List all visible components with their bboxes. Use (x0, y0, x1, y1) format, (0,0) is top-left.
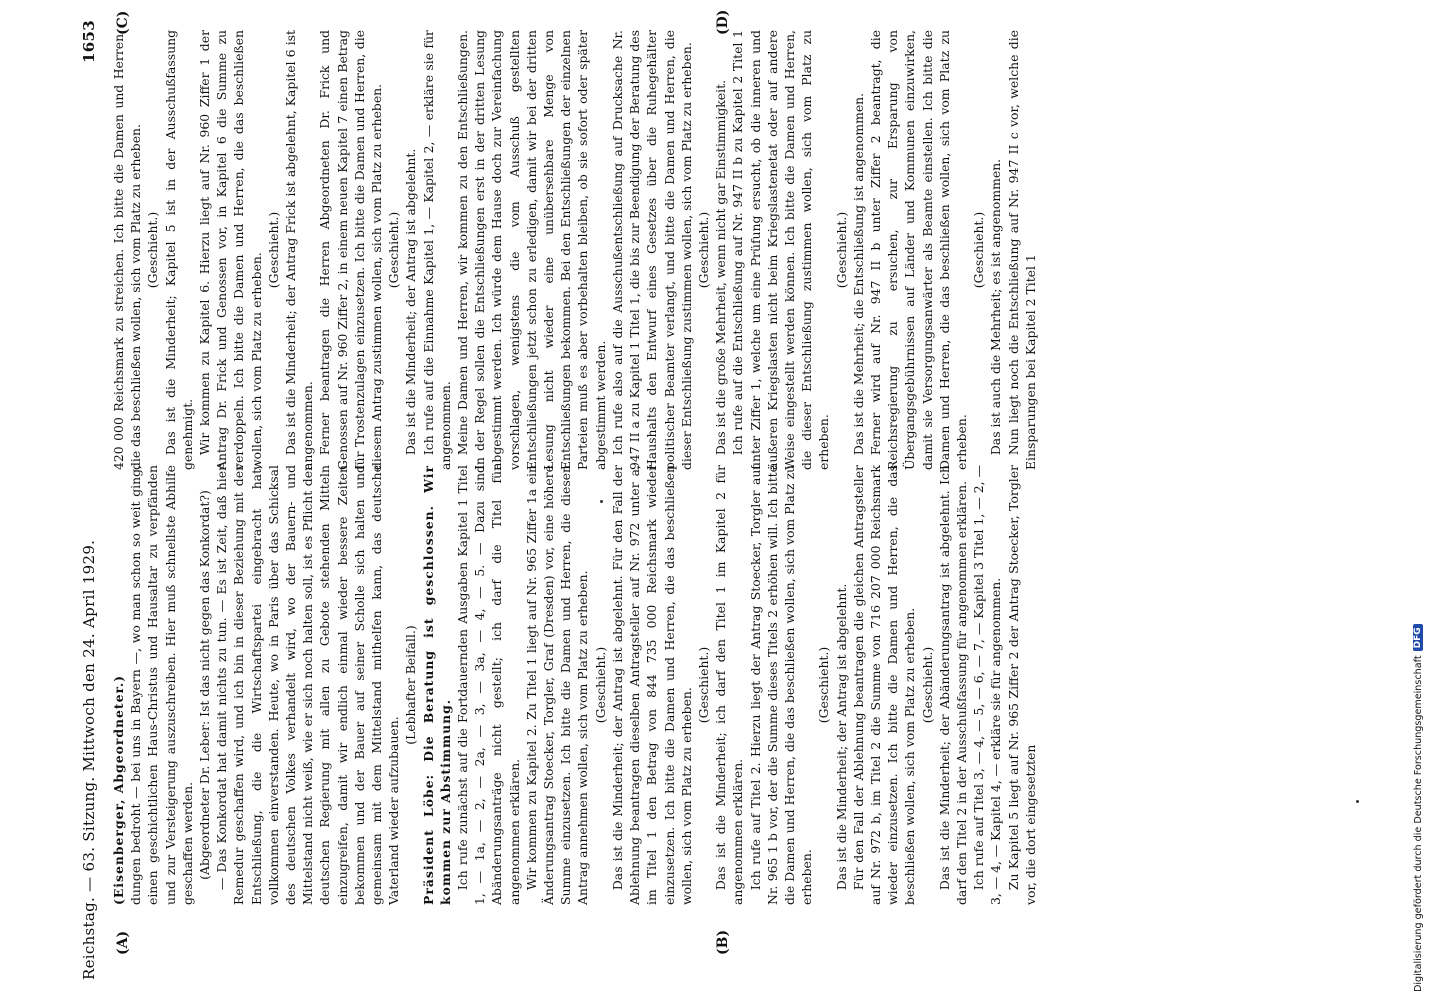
scan-speck (600, 500, 603, 503)
text-paragraph: Meine Damen und Herren, wir kommen zu den Entschließungen. In der Regel sollen die Entschließungen erst in der dritten Lesung abgestimmt werden. Ich würde dem Hause doch zur Vereinfachung vorschlagen, wenigstens die vom Ausschuß gestellten Entschließungen jetzt schon zu erledigen, damit wir bei der dritten Lesung nicht wieder eine unübersehbare Menge von Entschließungen bekommen. Bei den Entschließungen der einzelnen Parteien muß es aber vorbehalten bleiben, ob sie sofort oder später abgestimmt werden. (455, 30, 608, 470)
interjection-paragraph: (Geschieht.) (386, 211, 402, 289)
scan-speck (1356, 800, 1359, 803)
text-paragraph: Das ist die Minderheit; der Antrag ist abgelehnt. Für den Fall der Ablehnung beantragen dieselben Antragsteller auf Nr. 972 unter a, im Titel 1 den Betrag von 844 735 000 Reichsmark wieder einzusetzen. Ich bitte die Damen und Herren, die das beschließen wollen, sich vom Platz zu erheben. (609, 465, 694, 905)
interjection-paragraph: (Geschieht.) (971, 211, 987, 289)
dfg-logo: DFG (1413, 624, 1423, 651)
interjection-paragraph: (Geschieht.) (816, 646, 832, 724)
text-paragraph: Das ist auch die Mehrheit; es ist angenommen. (988, 158, 1004, 456)
interjection-paragraph: (Geschieht.) (695, 646, 711, 724)
speaker-paragraph: (Eisenberger, Abgeordneter.) (111, 674, 126, 905)
text-paragraph: Ich rufe also auf die Ausschußentschließung auf Drucksache Nr. 947 II a zu Kapitel 1 Titel 1, die bis zur Beendigung der Beratung des Haushalts den Entwurf eines Gesetzes über die Ruhegehälter politischer Beamter verlangt, und bitte die Damen und Herren, die dieser Entschließung zustimmen wollen, sich vom Platz zu erheben. (609, 30, 694, 470)
interjection-paragraph: (Geschieht.) (833, 211, 849, 289)
interjection-paragraph: (Geschieht.) (592, 646, 608, 724)
text-paragraph: Das ist die Minderheit; der Antrag ist abgelehnt. (403, 148, 419, 456)
interjection-paragraph: (Geschieht.) (145, 211, 161, 289)
text-paragraph: Ich rufe auf Titel 3, — 4, — 5, — 6, — 7, — Kapitel 3 Titel 1, — 2, — 3, — 4, — Kapitel 4, — erkläre sie für angenommen. (971, 465, 1004, 905)
interjection-paragraph: (Geschieht.) (695, 211, 711, 289)
text-paragraph: Für den Fall der Ablehnung beantragen die gleichen Antragsteller auf Nr. 972 b, im Titel 2 die Summe von 716 207 000 Reichsmark wieder einzusetzen. Ich bitte die Damen und Herren, die das beschließen wollen, sich vom Platz zu erheben. (850, 465, 918, 905)
left-column (110, 465, 1370, 905)
interjection-paragraph: (Geschieht.) (919, 646, 935, 724)
text-paragraph: Zu Kapitel 5 liegt auf Nr. 965 Ziffer 2 der Antrag Stoecker, Torgler vor, die dort eingesetzten (1005, 465, 1038, 905)
marker-d: (D) (715, 9, 731, 35)
text-paragraph: Das ist die Mehrheit; die Entschließung ist angenommen. (850, 92, 866, 456)
interjection-paragraph: (Abgeordneter Dr. Leber: Ist das nicht gegen das Konkordat?) (197, 490, 213, 880)
marker-c: (C) (115, 10, 131, 35)
marker-b: (B) (715, 929, 731, 955)
text-paragraph: Ferner wird auf Nr. 947 II b unter Ziffer 2 beantragt, die Reichsregierung zu ersuchen, zur Ersparung von Übergangsgebührnissen auf Länder und Kommunen einzuwirken, damit sie Versorgungsanwärter als Beamte einstellen. Ich bitte die Damen und Herren, die das beschließen wollen, sich vom Platz zu erheben. (867, 30, 969, 470)
text-paragraph: Wir kommen zu Kapitel 6. Hierzu liegt auf Nr. 960 Ziffer 1 der Antrag Dr. Frick und Genossen vor, in Kapitel 6 die Summe zu verdoppeln. Ich bitte die Damen und Herren, die das beschließen wollen, sich vom Platz zu erheben. (197, 30, 264, 470)
marker-a: (A) (115, 930, 131, 955)
text-paragraph: Ich rufe auf Titel 2. Hierzu liegt der Antrag Stoecker, Torgler auf Nr. 965 1 b vor, der die Summe dieses Titels 2 erhöhen will. Ich bitte die Damen und Herren, die das beschließen wollen, sich vom Platz zu erheben. (747, 465, 815, 905)
text-paragraph: Ferner beantragen die Herren Abgeordneten Dr. Frick und Genossen auf Nr. 960 Ziffer 2, in einem neuen Kapitel 7 einen Betrag für Trostenzulagen einzusetzen. Ich bitte die Damen und Herren, die diesem Antrag zustimmen wollen, sich vom Platz zu erheben. (317, 30, 385, 470)
text-paragraph: Das ist die Minderheit; der Abänderungsantrag ist abgelehnt. Ich darf den Titel 2 in der Ausschußfassung für angenommen erklären. (936, 465, 969, 905)
page-header (80, 20, 110, 980)
text-paragraph: Das ist die Minderheit; der Antrag ist abgelehnt. (833, 583, 849, 891)
interjection-paragraph: (Lebhafter Beifall.) (403, 625, 419, 745)
text-paragraph: Ich rufe auf die Entschließung auf Nr. 947 II b zu Kapitel 2 Titel 1 unter Ziffer 1, welche um eine Prüfung ersucht, ob die inneren und äußeren Kriegslasten nicht beim Kriegslastenetat oder auf andere Weise eingestellt werden können. Ich bitte die Damen und Herren, die dieser Entschließung zustimmen wollen, sich vom Platz zu erheben. (730, 30, 832, 470)
right-column (110, 30, 1370, 470)
text-paragraph: Nun liegt noch die Entschließung auf Nr. 947 II c vor, welche die Einsparungen bei Kapitel 2 Titel 1 (1005, 30, 1038, 470)
text-paragraph: dungen bedroht — bei uns in Bayern —, wo man schon so weit ging, einen geschichtlichen Haus-Christus und Hausaltar zu verpfänden und zur Versteigerung auszuschreiben. Hier muß schnellste Abhilfe geschaffen werden. (128, 465, 195, 905)
page-number: 1653 (80, 20, 98, 63)
text-paragraph: Ich rufe zunächst auf die Fortdauernden Ausgaben Kapitel 1 Titel 1, — 1a, — 2, — 2a, — 3, — 3a, — 4, — 5. — Dazu sind Abänderungsanträge nicht gestellt; ich darf die Titel für angenommen erklären. (455, 465, 522, 905)
text-paragraph: Das ist die Minderheit; Kapitel 5 ist in der Ausschußfassung genehmigt. (162, 30, 195, 470)
text-paragraph: Das ist die große Mehrheit, wenn nicht gar Einstimmigkeit. (713, 79, 729, 456)
header-title: Reichstag. — 63. Sitzung. Mittwoch den 24. April 1929. (80, 539, 98, 980)
interjection-paragraph: (Geschieht.) (265, 211, 281, 289)
text-paragraph: Das ist die Minderheit; der Antrag Frick ist abgelehnt, Kapitel 6 ist angenommen. (283, 30, 316, 470)
rotated-page-content (10, 0, 1400, 1000)
text-paragraph: 420 000 Reichsmark zu streichen. Ich bitte die Damen und Herren, die das beschließen wollen, sich vom Platz zu erheben. (111, 30, 144, 470)
text-paragraph: Das ist die Minderheit; ich darf den Titel 1 im Kapitel 2 für angenommen erklären. (713, 465, 746, 905)
text-paragraph: Ich rufe auf die Einnahme Kapitel 1, — Kapitel 2, — erkläre sie für angenommen. (420, 30, 453, 470)
digitization-note: Digitalisierung gefördert durch die Deutsche Forschungsgemeinschaft (1412, 655, 1424, 992)
text-paragraph: — Das Konkordat hat damit nichts zu tun. — Es ist Zeit, daß hier Remedur geschaffen wird, und ich bin in dieser Beziehung mit der Entschließung, die die Wirtschaftspartei eingebracht hat, vollkommen einverstanden. Heute, wo in Paris über das Schicksal des deutschen Volkes verhandelt wird, wo der Bauern- und Mittelstand nicht weiß, wie er sich noch halten soll, ist es Pflicht der deutschen Regierung mit allen zu Gebote stehenden Mitteln einzugreifen, damit wir endlich einmal wieder bessere Zeiten bekommen und der Bauer auf seiner Scholle sich halten und gemeinsam mit dem Mittelstand mithelfen kann, das deutsche Vaterland wieder aufzubauen. (214, 465, 402, 905)
speaker-paragraph: Präsident Löbe: Die Beratung ist geschlossen. Wir kommen zur Abstimmung. (420, 465, 453, 905)
digitization-sidebar (1408, 8, 1428, 992)
text-paragraph: Wir kommen zu Kapitel 2. Zu Titel 1 liegt auf Nr. 965 Ziffer 1a ein Änderungsantrag Stoecker, Torgler, Graf (Dresden) vor, eine höhere Summe einzusetzen. Ich bitte die Damen und Herren, die diesen Antrag annehmen wollen, sich vom Platz zu erheben. (523, 465, 591, 905)
